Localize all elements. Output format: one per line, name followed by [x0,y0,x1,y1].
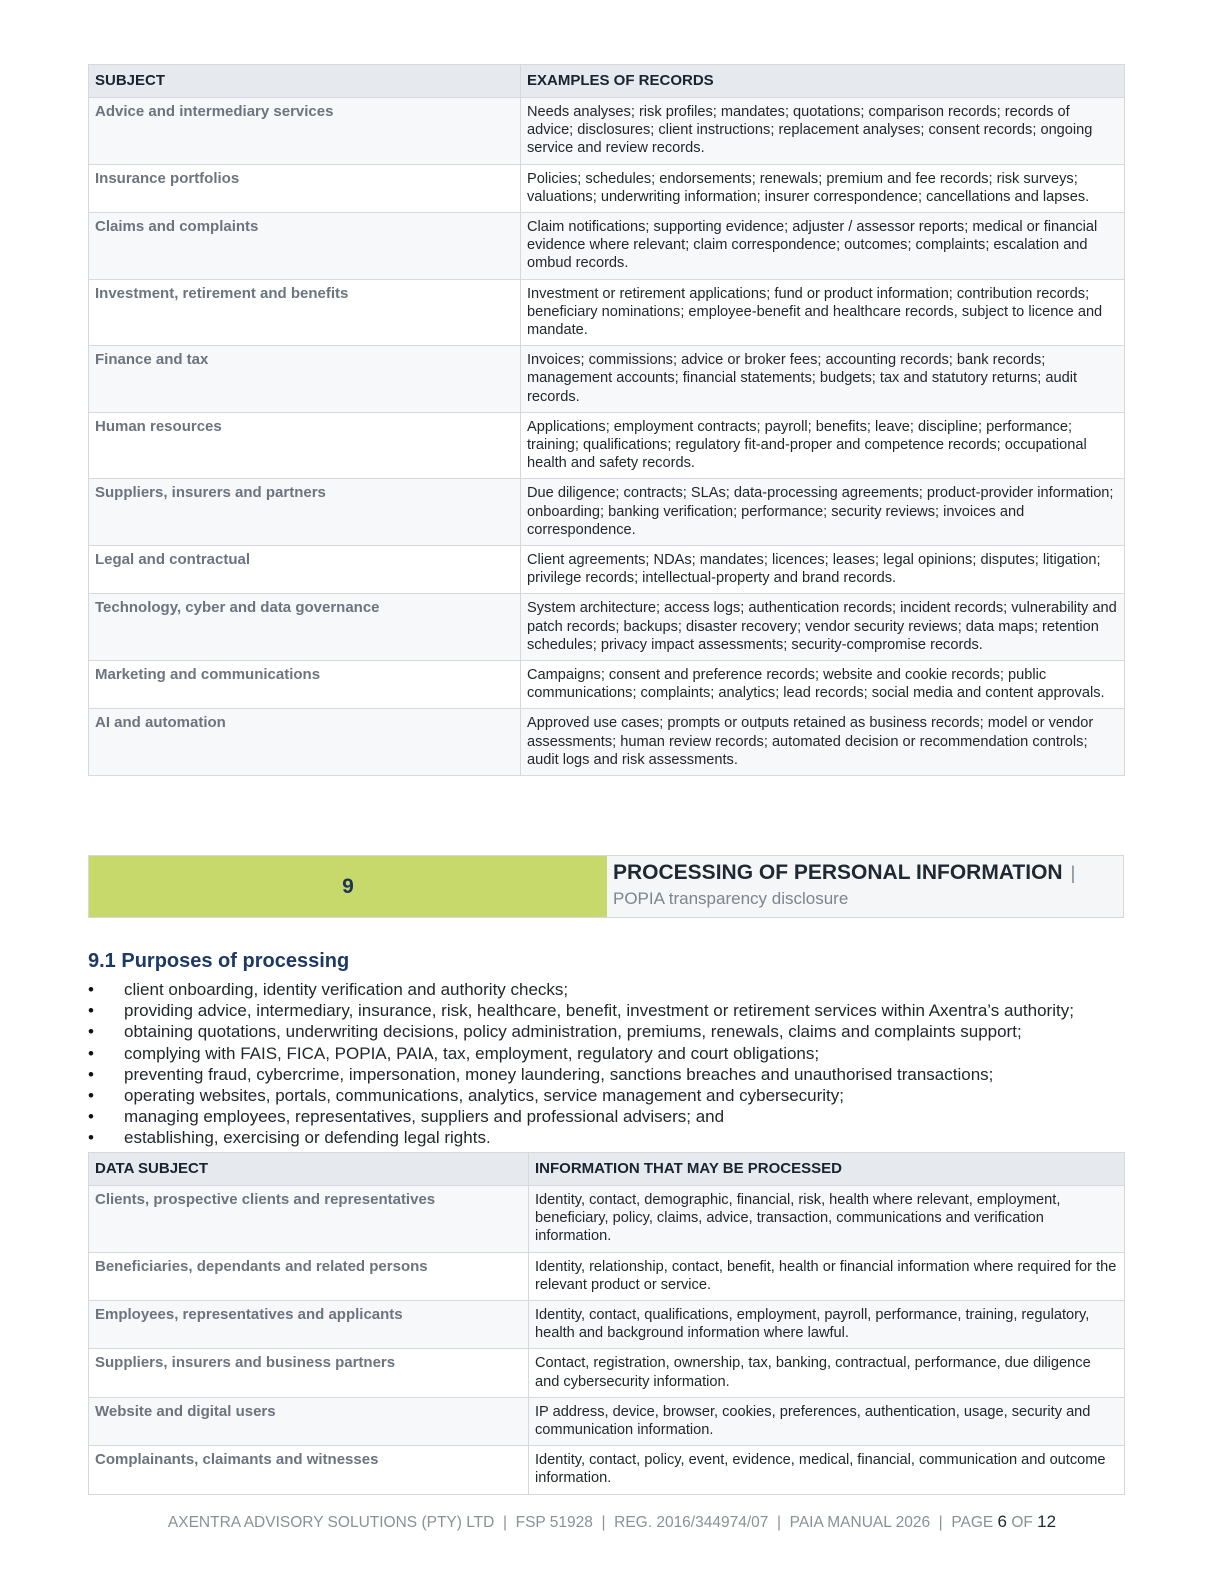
row-subject: Insurance portfolios [89,164,521,212]
table-row [89,1301,1125,1349]
table-row [89,164,1125,212]
row-subject: Advice and intermediary services [89,98,521,165]
row-examples: Policies; schedules; endorsements; renewals; premium and fee records; risk surveys; valuations; underwriting information; insurer correspondence; cancellations and lapses. [521,164,1125,212]
footer-text: AXENTRA ADVISORY SOLUTIONS (PTY) LTD | FSP 51928 | REG. 2016/344974/07 | PAIA MANUAL 2026 | PAGE [167,1514,998,1531]
table-row [89,546,1125,594]
list-item: • complying with FAIS, FICA, POPIA, PAIA, tax, employment, regulatory and court obligations; [88,1043,1148,1064]
row-examples: Applications; employment contracts; payroll; benefits; leave; discipline; performance; training; qualifications; regulatory fit-and-proper and competence records; occupational health and safety records. [521,412,1125,479]
table-row [89,1397,1125,1445]
row-information: Identity, contact, demographic, financial, risk, health where relevant, employment, beneficiary, policy, claims, advice, transaction, communications and verification information. [529,1186,1125,1253]
footer-page-total: 12 [1037,1512,1057,1531]
table-row [89,709,1125,776]
column-header-data-subject: DATA SUBJECT [89,1153,529,1186]
list-item: • preventing fraud, cybercrime, impersonation, money laundering, sanctions breaches and unauthorised transactions; [88,1064,1148,1085]
row-examples: Needs analyses; risk profiles; mandates; quotations; comparison records; records of advice; disclosures; client instructions; replacement analyses; consent records; ongoing service and review records. [521,98,1125,165]
row-subject: Technology, cyber and data governance [89,594,521,661]
row-information: Identity, relationship, contact, benefit, health or financial information where required for the relevant product or service. [529,1252,1125,1300]
row-examples: Approved use cases; prompts or outputs retained as business records; model or vendor assessments; human review records; automated decision or recommendation controls; audit logs and risk assessments. [521,709,1125,776]
row-information: Identity, contact, qualifications, employment, payroll, performance, training, regulatory, health and background information where lawful. [529,1301,1125,1349]
footer-of: OF [1007,1514,1038,1531]
row-data-subject: Suppliers, insurers and business partners [89,1349,529,1397]
table-row [89,594,1125,661]
column-header-examples: EXAMPLES OF RECORDS [521,65,1125,98]
list-item: • client onboarding, identity verification and authority checks; [88,979,1148,1000]
table-row [89,1186,1125,1253]
row-information: IP address, device, browser, cookies, preferences, authentication, usage, security and communication information. [529,1397,1125,1445]
purposes-list [88,979,1148,1149]
section-number-box [89,856,607,917]
section-banner [88,855,1124,918]
row-examples: Client agreements; NDAs; mandates; licences; leases; legal opinions; disputes; litigation; privilege records; intellectual-property and brand records. [521,546,1125,594]
table-row [89,213,1125,280]
table-row [89,1446,1125,1494]
row-data-subject: Clients, prospective clients and representatives [89,1186,529,1253]
row-examples: Campaigns; consent and preference records; website and cookie records; public communications; complaints; analytics; lead records; social media and content approvals. [521,661,1125,709]
list-item: • establishing, exercising or defending legal rights. [88,1127,1148,1148]
list-item: • obtaining quotations, underwriting decisions, policy administration, premiums, renewals, claims and complaints support; [88,1021,1148,1042]
row-subject: Marketing and communications [89,661,521,709]
section-subtitle: POPIA transparency disclosure [613,889,849,908]
row-subject: Suppliers, insurers and partners [89,479,521,546]
row-examples: Investment or retirement applications; fund or product information; contribution records; beneficiary nominations; employee-benefit and healthcare records, subject to licence and mandate. [521,279,1125,346]
column-header-information: INFORMATION THAT MAY BE PROCESSED [529,1153,1125,1186]
column-header-subject: SUBJECT [89,65,521,98]
list-item: • providing advice, intermediary, insurance, risk, healthcare, benefit, investment or retirement services within Axentra’s authority; [88,1000,1148,1021]
section-title-separator: | [1070,863,1076,883]
table-row [89,479,1125,546]
row-data-subject: Employees, representatives and applicants [89,1301,529,1349]
row-examples: Due diligence; contracts; SLAs; data-processing agreements; product-provider information; onboarding; banking verification; performance; security reviews; invoices and correspondence. [521,479,1125,546]
row-data-subject: Website and digital users [89,1397,529,1445]
table-header-row [89,1153,1125,1186]
table-row [89,1349,1125,1397]
table-row [89,98,1125,165]
row-subject: AI and automation [89,709,521,776]
table-row [89,661,1125,709]
records-table [88,64,1125,776]
row-data-subject: Beneficiaries, dependants and related persons [89,1252,529,1300]
table-row [89,412,1125,479]
row-subject: Investment, retirement and benefits [89,279,521,346]
row-subject: Claims and complaints [89,213,521,280]
table-header-row [89,65,1125,98]
row-subject: Finance and tax [89,346,521,413]
page-footer [0,1512,1224,1532]
row-examples: System architecture; access logs; authentication records; incident records; vulnerability and patch records; backups; disaster recovery; vendor security reviews; data maps; retention schedules; privacy impact assessments; security-compromise records. [521,594,1125,661]
table-row [89,1252,1125,1300]
table-row [89,346,1125,413]
section-number: 9 [342,874,354,898]
row-subject: Human resources [89,412,521,479]
section-title-box [607,856,1123,917]
list-item: • managing employees, representatives, suppliers and professional advisers; and [88,1106,1148,1127]
section-title: PROCESSING OF PERSONAL INFORMATION [613,861,1063,884]
row-examples: Claim notifications; supporting evidence; adjuster / assessor reports; medical or financial evidence where relevant; claim correspondence; outcomes; complaints; escalation and ombud records. [521,213,1125,280]
row-subject: Legal and contractual [89,546,521,594]
row-information: Contact, registration, ownership, tax, banking, contractual, performance, due diligence and cybersecurity information. [529,1349,1125,1397]
list-item: • operating websites, portals, communications, analytics, service management and cybersecurity; [88,1085,1148,1106]
purposes-heading: 9.1 Purposes of processing [88,950,350,972]
table-row [89,279,1125,346]
footer-page-number: 6 [997,1512,1008,1531]
row-data-subject: Complainants, claimants and witnesses [89,1446,529,1494]
data-subjects-table [88,1152,1125,1495]
row-examples: Invoices; commissions; advice or broker fees; accounting records; bank records; management accounts; financial statements; budgets; tax and statutory returns; audit records. [521,346,1125,413]
row-information: Identity, contact, policy, event, evidence, medical, financial, communication and outcome information. [529,1446,1125,1494]
